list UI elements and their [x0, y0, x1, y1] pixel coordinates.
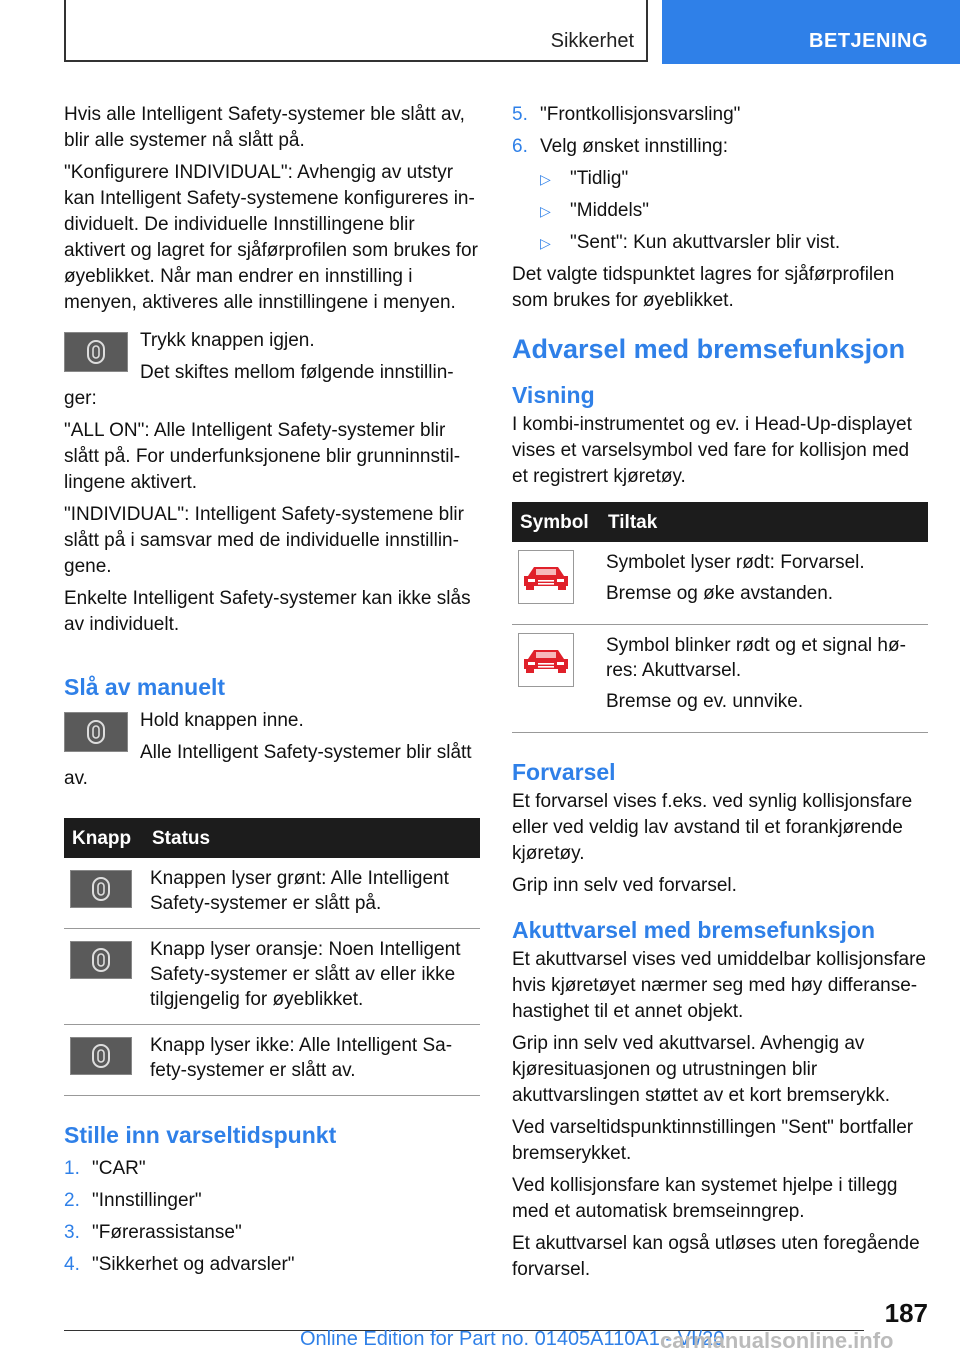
safety-button-green-icon	[70, 870, 132, 908]
safety-button-orange-icon	[70, 941, 132, 979]
instruction-line: Alle Intelligent Safety-systemer blir slått av.	[64, 742, 472, 789]
list-item: 5. "Frontkollisjonsvarsling"	[512, 104, 741, 125]
triangle-bullet-icon: ▷	[540, 203, 551, 219]
section-title: Sikkerhet	[550, 30, 634, 52]
table-row	[64, 858, 480, 929]
chapter-tab	[662, 0, 960, 64]
action-line: Bremse og øke avstanden.	[606, 583, 834, 604]
paragraph: Ved varseltidspunktinnstillingen "Sent" bortfaller bremserykket.	[512, 1117, 914, 1164]
table-header-action: Tiltak	[600, 502, 928, 542]
header-left-box	[64, 0, 648, 62]
action-line: Bremse og ev. unnvike.	[606, 691, 804, 712]
triangle-bullet-icon: ▷	[540, 235, 551, 251]
paragraph: Det valgte tidspunktet lagres for sjåførprofilen som brukes for øyeblikket.	[512, 264, 895, 311]
table-row	[64, 1025, 480, 1096]
paragraph: I kombi-instrumentet og ev. i Head-Up-displayet vises et varselsymbol ved fare for kollisjon med et registrert kjøretøy.	[512, 414, 912, 487]
right-column	[512, 102, 928, 1289]
list-item: ▷ "Middels"	[540, 198, 928, 224]
table-header-symbol: Symbol	[512, 502, 600, 542]
paragraph: Enkelte Intelligent Safety-systemer kan ikke slås av individuelt.	[64, 588, 471, 635]
paragraph: "INDIVIDUAL": Intelligent Safety-systemene blir slått på i samsvar med de individuelle innstillingene.	[64, 504, 464, 577]
heading-manual-off: Slå av manuelt	[64, 674, 226, 700]
button-status-table	[64, 818, 480, 1096]
instruction-line: Hold knappen inne.	[140, 710, 304, 731]
paragraph: Grip inn selv ved forvarsel.	[512, 875, 737, 896]
list-item: 6. Velg ønsket innstilling:	[512, 136, 728, 157]
heading-brake-warning: Advarsel med bremsefunksjon	[512, 334, 906, 364]
press-button-instruction	[64, 328, 480, 418]
heading-warning-time: Stille inn varseltidspunkt	[64, 1122, 337, 1148]
safety-button-icon	[64, 712, 128, 752]
paragraph: Grip inn selv ved akuttvarsel. Avhengig av kjøresituasjonen og utrustningen blir akuttvarslingen støttet av et kort bremserykk.	[512, 1033, 891, 1106]
heading-display: Visning	[512, 382, 595, 408]
options-list	[540, 166, 928, 256]
left-column	[64, 102, 480, 1284]
page-number: 187	[884, 1298, 928, 1328]
status-cell: Knapp lyser ikke: Alle Intelligent Safety-systemer er slått av.	[144, 1025, 480, 1096]
paragraph: Hvis alle Intelligent Safety-systemer ble slått av, blir alle systemer nå slått på.	[64, 104, 465, 151]
table-row	[512, 542, 928, 625]
table-row	[64, 929, 480, 1025]
table-row	[512, 625, 928, 733]
symbol-action-table	[512, 502, 928, 733]
list-item: 4. "Sikkerhet og advarsler"	[64, 1254, 295, 1275]
status-cell: Knappen lyser grønt: Alle Intelligent Safety-systemer er slått på.	[144, 858, 480, 929]
steps-list	[64, 1156, 480, 1278]
paragraph: Ved kollisjonsfare kan systemet hjelpe i tillegg med et automatisk bremseinngrep.	[512, 1175, 898, 1222]
heading-prewarning: Forvarsel	[512, 759, 616, 785]
instruction-line: Trykk knappen igjen.	[140, 330, 315, 351]
steps-list	[512, 102, 928, 160]
list-item: 2. "Innstillinger"	[64, 1190, 202, 1211]
status-cell: Knapp lyser oransje: Noen Intelligent Safety-systemer er slått av eller ikke tilgjengelig for øyeblikket.	[144, 929, 480, 1025]
paragraph: "Konfigurere INDIVIDUAL": Avhengig av utstyr kan Intelligent Safety-systemene konfigureres individuelt. De individuelle Innstillingene blir aktivert og lagret for sjåførprofilen som brukes for øyeblikket. Når man endrer en innstilling i menyen, aktiveres alle innstillingene i menyen.	[64, 162, 478, 313]
triangle-bullet-icon: ▷	[540, 171, 551, 187]
safety-button-icon	[64, 332, 128, 372]
action-line: Symbolet lyser rødt: Forvarsel.	[606, 552, 865, 573]
red-car-warning-icon	[518, 633, 574, 687]
table-header-button: Knapp	[64, 818, 144, 858]
red-car-warning-icon	[518, 550, 574, 604]
chapter-title: BETJENING	[809, 30, 928, 52]
list-item: ▷ "Sent": Kun akuttvarsler blir vist.	[540, 230, 928, 256]
heading-acute-warning: Akuttvarsel med bremsefunksjon	[512, 917, 876, 943]
table-header-status: Status	[144, 818, 480, 858]
safety-button-off-icon	[70, 1037, 132, 1075]
action-line: Symbol blinker rødt og et signal høres: Akuttvarsel.	[606, 635, 906, 681]
hold-button-instruction	[64, 708, 480, 798]
instruction-line: Det skiftes mellom følgende innstillinger:	[64, 362, 454, 409]
paragraph: Et akuttvarsel kan også utløses uten foregående forvarsel.	[512, 1233, 920, 1280]
edition-text: Online Edition for Part no. 01405A110A1 - VI/20	[300, 1328, 725, 1350]
list-item: 1. "CAR"	[64, 1158, 146, 1179]
list-item: ▷ "Tidlig"	[540, 166, 928, 192]
watermark: carmanualsonline.info	[660, 1328, 894, 1353]
paragraph: "ALL ON": Alle Intelligent Safety-systemer blir slått på. For underfunksjonene blir grunninnstillingene aktivert.	[64, 420, 461, 493]
list-item: 3. "Førerassistanse"	[64, 1222, 242, 1243]
paragraph: Et forvarsel vises f.eks. ved synlig kollisjonsfare eller ved veldig lav avstand til et forankjørende kjøretøy.	[512, 791, 913, 864]
paragraph: Et akuttvarsel vises ved umiddelbar kollisjonsfare hvis kjøretøyet nærmer seg med høy differansehastighet til et annet objekt.	[512, 949, 926, 1022]
